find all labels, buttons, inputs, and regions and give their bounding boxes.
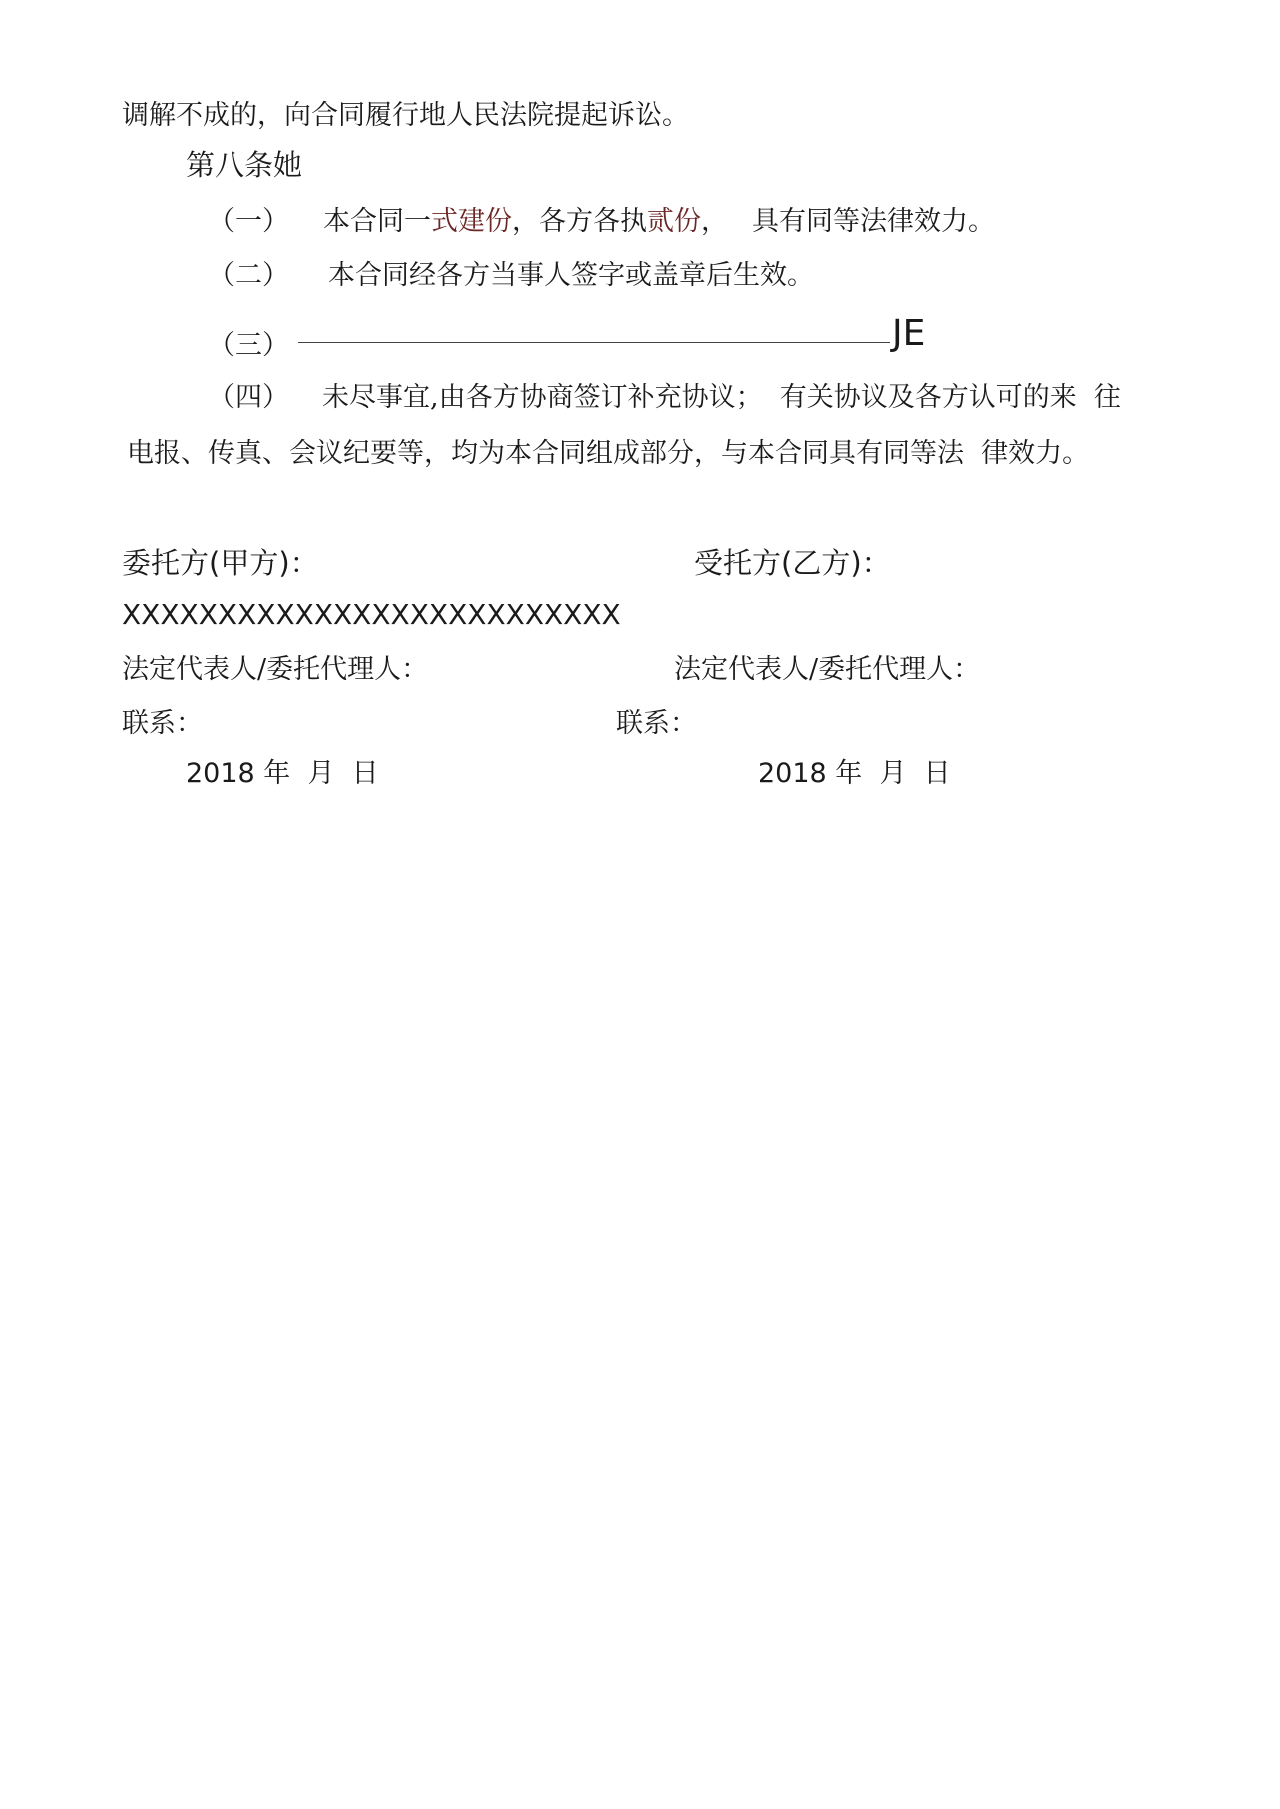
party-a-name: XXXXXXXXXXXXXXXXXXXXXXXXXX (122, 598, 621, 631)
clause-1-text-c: ，各方各执 (512, 206, 647, 237)
clause-1-text (323, 206, 995, 238)
clause-4-number: （四） (208, 382, 289, 413)
clause-2-text: 本合同经各方当事人签字或盖章后生效。 (328, 260, 814, 291)
party-b-rep-label: 法定代表人/委托代理人： (674, 654, 981, 685)
clause-1-copies-each: 贰份 (647, 206, 701, 237)
clause-1-text-a: 本合同一 (323, 206, 431, 237)
clause-2-number: （二） (208, 260, 289, 291)
clause-3-blank-line (298, 342, 890, 343)
clause-1-text-f: 具有同等法律效力。 (752, 206, 995, 237)
clause-1-copies-total: 式建份 (431, 206, 512, 237)
party-a-heading: 委托方(甲方)： (122, 546, 319, 580)
party-a-date: 2018 年 月 日 (186, 758, 379, 789)
clause-1-text-e: ， (701, 206, 728, 237)
clause-3-number: （三） (208, 330, 289, 361)
party-a-rep-label: 法定代表人/委托代理人： (122, 654, 429, 685)
party-b-date: 2018 年 月 日 (758, 758, 951, 789)
article-title: 第八条她 (186, 148, 303, 182)
party-b-heading: 受托方(乙方)： (694, 546, 891, 580)
clause-4-text-line2: 电报、传真、会议纪要等，均为本合同组成部分，与本合同具有同等法 律效力。 (127, 438, 1090, 469)
clause-3-tail: JE (892, 313, 926, 354)
clause-1-number: （一） (208, 206, 289, 237)
party-b-contact-label: 联系： (616, 708, 697, 739)
party-a-contact-label: 联系： (122, 708, 203, 739)
mediation-line: 调解不成的，向合同履行地人民法院提起诉讼。 (122, 100, 689, 131)
clause-4-text-line1: 未尽事宜,由各方协商签订补充协议； 有关协议及各方认可的来 往 (322, 382, 1121, 413)
